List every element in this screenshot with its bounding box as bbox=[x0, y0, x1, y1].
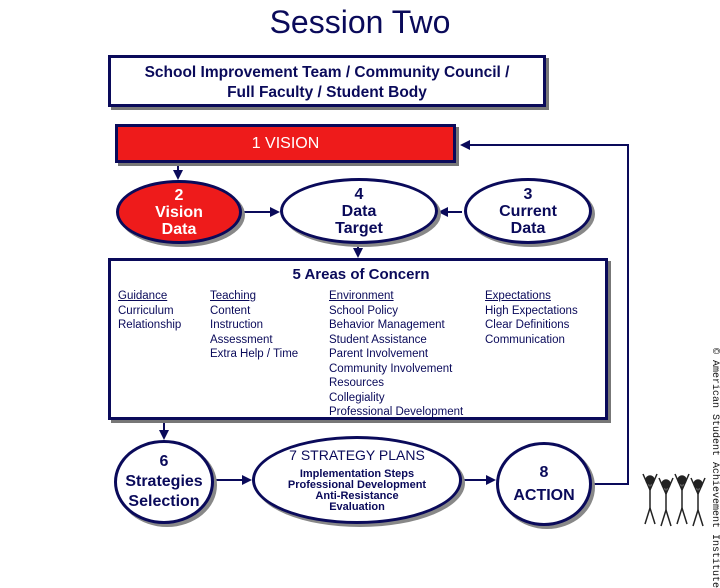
concern-column-teaching bbox=[210, 289, 298, 362]
concern-item: Parent Involvement bbox=[329, 348, 429, 360]
strategy-plans-item: Evaluation bbox=[329, 501, 385, 513]
strategy-plans-item: Professional Development bbox=[287, 479, 427, 491]
data-target-line2: Target bbox=[335, 219, 383, 237]
action-ellipse bbox=[496, 442, 592, 526]
current-data-ellipse bbox=[464, 178, 592, 244]
concern-item: Environment bbox=[329, 290, 394, 302]
concern-item: Collegiality bbox=[329, 391, 385, 404]
concern-item: Expectations bbox=[485, 290, 551, 302]
concern-item: Guidance bbox=[118, 290, 168, 302]
strategy-plans-item: Anti-Resistance bbox=[315, 490, 399, 502]
concern-item: Extra Help / Time bbox=[210, 348, 299, 360]
copyright-vertical-text bbox=[706, 348, 720, 588]
concern-column-guidance bbox=[118, 289, 181, 333]
concern-item: Resources bbox=[329, 377, 384, 389]
concern-item: Relationship bbox=[118, 319, 182, 331]
vision-data-ellipse bbox=[116, 180, 242, 244]
strategy-plans-item: Implementation Steps bbox=[299, 468, 415, 480]
strategy-plans-ellipse bbox=[252, 436, 462, 524]
strategy-plans-title: 7 STRATEGY PLANS bbox=[289, 447, 425, 463]
concern-column-expectations bbox=[485, 289, 578, 347]
strategies-num: 6 bbox=[159, 453, 169, 470]
strategies-selection-ellipse bbox=[114, 440, 214, 524]
vision-box: 1 VISION bbox=[115, 124, 456, 163]
concern-item: Communication bbox=[485, 333, 565, 346]
concern-item: Teaching bbox=[210, 290, 257, 302]
concern-item: Behavior Management bbox=[329, 319, 445, 331]
vision-data-line1: Vision bbox=[155, 203, 203, 221]
data-target-ellipse bbox=[280, 178, 438, 244]
concern-item: Curriculum bbox=[118, 304, 174, 317]
strategies-line2: Selection bbox=[128, 493, 200, 510]
areas-of-concern-title: 5 Areas of Concern bbox=[292, 266, 430, 283]
current-data-num: 3 bbox=[523, 185, 533, 203]
concern-item: Instruction bbox=[210, 319, 264, 331]
vision-data-line2: Data bbox=[161, 220, 197, 238]
concern-item: School Policy bbox=[329, 304, 399, 317]
vision-data-num: 2 bbox=[174, 186, 184, 204]
concern-item: Student Assistance bbox=[329, 333, 427, 346]
action-num: 8 bbox=[539, 464, 549, 481]
concern-column-environment bbox=[329, 289, 463, 420]
concern-item: High Expectations bbox=[485, 304, 578, 317]
team-line-2: Full Faculty / Student Body bbox=[227, 84, 427, 101]
current-data-line1: Current bbox=[499, 202, 557, 220]
strategies-line1: Strategies bbox=[125, 473, 203, 490]
copyright-text: © American Student Achievement Institute bbox=[709, 348, 720, 588]
current-data-line2: Data bbox=[510, 219, 546, 237]
action-label: ACTION bbox=[513, 487, 575, 504]
student-figures-logo bbox=[640, 468, 708, 530]
concern-item: Professional Development bbox=[329, 406, 464, 418]
concern-item: Content bbox=[210, 304, 251, 317]
data-target-num: 4 bbox=[354, 185, 364, 203]
data-target-line1: Data bbox=[341, 202, 377, 220]
concern-item: Community Involvement bbox=[329, 362, 453, 375]
page-title: Session Two bbox=[269, 4, 451, 40]
team-line-1: School Improvement Team / Community Council / bbox=[144, 64, 510, 81]
concern-item: Assessment bbox=[210, 333, 273, 346]
areas-of-concern-box bbox=[108, 258, 608, 420]
concern-item: Clear Definitions bbox=[485, 319, 570, 331]
